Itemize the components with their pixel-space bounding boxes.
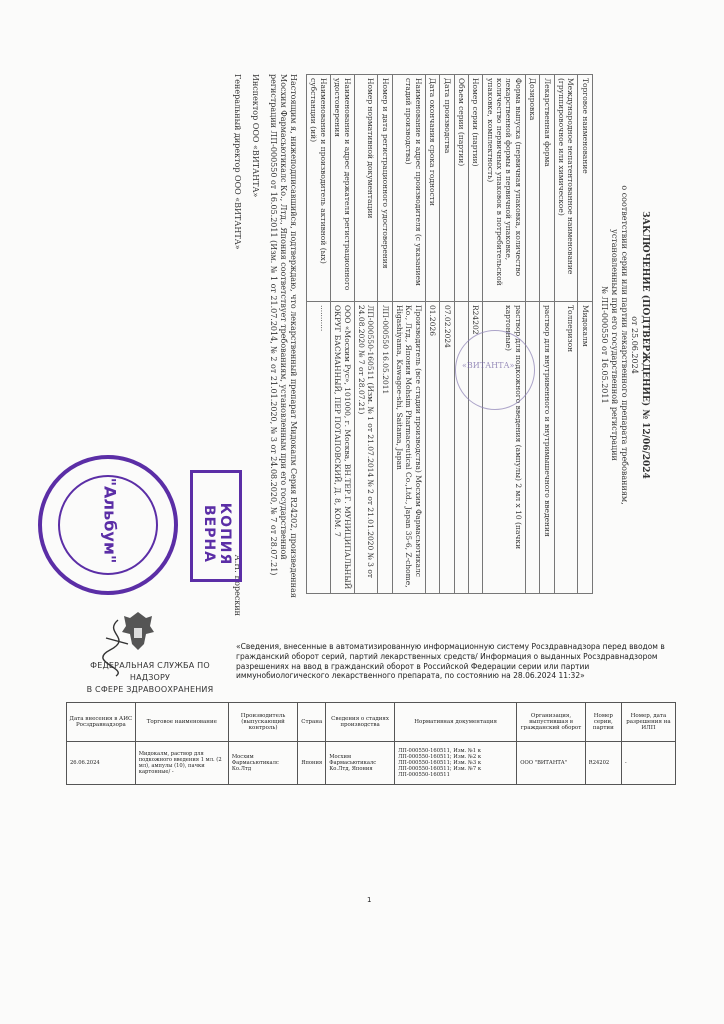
company-stamp (455, 330, 535, 410)
certificate-row-key: Лекарственная форма (540, 75, 554, 302)
column-header: Организация, выпустившая в гражданский оборот (517, 703, 586, 742)
certificate-row-key: Дата производства (440, 75, 454, 302)
column-header: Производитель (выпускающий контроль) (228, 703, 297, 742)
table-cell: - (621, 742, 675, 785)
certificate-row (578, 75, 592, 594)
copy-verified-stamp (190, 470, 242, 582)
certificate-row-value: раствор для подкожного введения (ампулы) 2 мл x 10 (пачки картонные) (483, 302, 526, 594)
certificate-row (307, 75, 331, 594)
agency-line-2: В СФЕРЕ ЗДРАВООХРАНЕНИЯ (86, 685, 214, 694)
certificate-row (525, 75, 539, 594)
info-caption: «Сведения, внесенные в автоматизированную информационную систему Росздравнадзора перед вводом в гражданский оборот серий, партий лекарственных средств/ Информация о выданных Росздравнадзором разрешениях на ввод в гражданский оборот в Российской Федерации серии или партии иммунобиологического лекарственного препарата, по состоянию на 28.06.2024 11:32» (236, 642, 665, 681)
copy-verified-text: КОПИЯ ВЕРНА (201, 502, 233, 566)
certificate-subtitle-2: установленным при его государственной регистрации (609, 229, 619, 461)
column-header: Номер серии, партии (585, 703, 621, 742)
column-header: Страна (298, 703, 326, 742)
table-row (67, 742, 676, 785)
certificate-date: от 25.06.2024 (629, 316, 639, 374)
director-name: А.Н. Ворескин (233, 554, 243, 616)
certificate-row-value: Толперизон (554, 302, 578, 594)
table-cell: 26.06.2024 (67, 742, 136, 785)
certificate-row (392, 75, 425, 594)
certificate-row (425, 75, 439, 594)
certificate-row-key: Дата окончания срока годности (425, 75, 439, 302)
registry-table (66, 702, 676, 785)
certificate-row-value (525, 302, 539, 594)
column-header: Сведения о стадиях производства (326, 703, 395, 742)
table-cell: ООО "ВИТАНТА" (517, 742, 586, 785)
certificate-row-key: Наименование и адрес производителя (с указанием стадий производства) (392, 75, 425, 302)
certificate-row-key: Номер серии (партии) (469, 75, 483, 302)
album-round-stamp (38, 455, 178, 595)
table-cell: ЛП-000550-160511, Изм. №1 к ЛП-000550-160511; Изм. №2 к ЛП-000550-160511; Изм. №3 к ЛП-000550-160511; Изм. №7 к ЛП-000550-160511 (394, 742, 516, 785)
certificate-row-key: Дозировка (525, 75, 539, 302)
certificate-row-key: Форма выпуска (первичная упаковка, количество лекарственной формы в первичной упаковке, количество первичных упаковок в потребительской упаковке, комплектность) (483, 75, 526, 302)
album-stamp-text: "Альбум" (100, 477, 120, 564)
certificate-row-key: Номер нормативной документации (354, 75, 378, 302)
agency-line-1: ФЕДЕРАЛЬНАЯ СЛУЖБА ПО НАДЗОРУ (90, 661, 210, 682)
certificate-title: ЗАКЛЮЧЕНИЕ (ПОДТВЕРЖДЕНИЕ) № 12/06/2024 (640, 211, 650, 479)
certificate-row-value: Производитель (все стадии производства) Мосхим Фармасьютикалс Ко., Лтд., Япония Mohsim Pharmaceutical Co.,Ltd., Japan 35-6, Z-chome, Higashiyama, Kawagoe-shi, Saitama, Japan (392, 302, 425, 594)
certificate-row-value: 07.02.2024 (440, 302, 454, 594)
certificate-row-key: Наименование и производитель активной (ых) субстанции (ий) (307, 75, 331, 302)
table-header-row (67, 703, 676, 742)
certificate-row (440, 75, 454, 594)
table-cell: Мосхим Фармасьютикалс Ко.Лтд, Япония (326, 742, 395, 785)
column-header: Торговое наименование (135, 703, 228, 742)
certificate-row (354, 75, 378, 594)
column-header: Номер, дата разрешения на ИЛП (621, 703, 675, 742)
certificate-body-text: Настоящим я, нижеподписавшийся, подтверждаю, что лекарственный препарат Мидокалм Серия R24202, произведенная Мосхим Фармасьютикалс Ко., Лтд., Япония соответствует требованиям, установленным при его государственной регистрации ЛП-000550 от 16.05.2011 (Изм. № 1 от 21.07.2014, № 2 от 21.01.2020, № 3 от 24.08.2020, № 7 от 28.07.21) (269, 74, 299, 598)
certificate-block (233, 60, 656, 630)
certificate-rotated (233, 60, 656, 630)
certificate-row (454, 75, 468, 594)
certificate-row (330, 75, 354, 594)
qa-signature-line (250, 74, 260, 616)
certificate-row (540, 75, 554, 594)
certificate-row-key: Наименование и адрес держателя регистрационного удостоверения (330, 75, 354, 302)
table-cell: Япония (298, 742, 326, 785)
table-cell: Мидокалм, раствор для подкожного введения 1 мл. (2 мл), ампулы (10), пачки картонные/ - (135, 742, 228, 785)
certificate-row-value: Мидокалм (578, 302, 592, 594)
certificate-row-value: ........... (307, 302, 331, 594)
agency-name (70, 660, 230, 696)
column-header: Нормативная документация (394, 703, 516, 742)
certificate-row-key: Международное непатентованное наименование (группировочное или химическое) (554, 75, 578, 302)
table-cell: R24202 (585, 742, 621, 785)
column-header: Дата внесения в АИС Росздравнадзора (67, 703, 136, 742)
page-number: 1 (367, 896, 372, 904)
certificate-row (378, 75, 392, 594)
certificate-row-value: ЛП-000550 16.05.2011 (378, 302, 392, 594)
state-emblem-icon (118, 608, 158, 654)
certificate-subtitle-3: № ЛП-000550 от 16.05.2011 (599, 286, 609, 404)
qa-label: Инспектор ООО «ВИТАНТА» (251, 74, 261, 198)
certificate-row-key: Номер и дата регистрационного удостоверения (378, 75, 392, 302)
certificate-row-key: Объем серии (партии) (454, 75, 468, 302)
director-label: Генеральный директор ООО «ВИТАНТА» (233, 74, 243, 250)
certificate-row-key: Торговое наименование (578, 75, 592, 302)
certificate-row-value: 01.2026 (425, 302, 439, 594)
company-stamp-text: «ВИТАНТА» (462, 361, 515, 370)
table-cell: Мосхим Фармасьютикалс Ко.Лтд (228, 742, 297, 785)
certificate-row-value: раствор для внутривенного и внутримышечного введения (540, 302, 554, 594)
certificate-subtitle-1: о соответствии серии или партии лекарственного препарата требованиям, (619, 185, 629, 505)
certificate-row-value: ООО «Мосхим Рус», 101000, г. Москва, ВН.ТЕР.Г. МУНИЦИПАЛЬНЫЙ ОКРУГ БАСМАННЫЙ, ПЕР ПОТАПОВСКИЙ, Д. 8, КОМ. 7 (330, 302, 354, 594)
certificate-row-value: R24202 (469, 302, 483, 594)
certificate-table (306, 74, 593, 594)
certificate-row (554, 75, 578, 594)
certificate-row-value: ЛП-000550-160511 (Изм. № 1 от 21.07.2014 № 2 от 21.01.2020 № 3 от 24.08.2020 № 7 от 28.07.21) (354, 302, 378, 594)
